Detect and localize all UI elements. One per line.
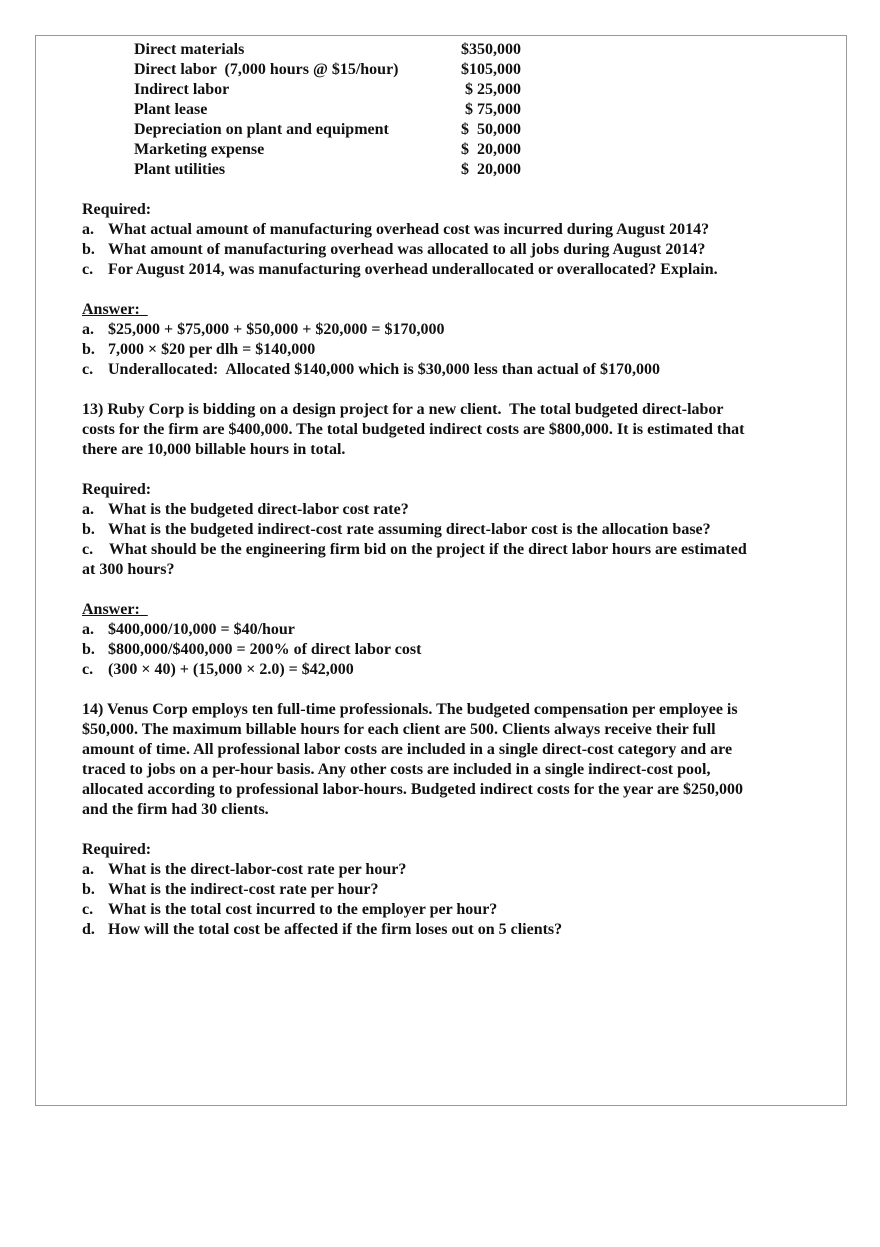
item-key: c. — [82, 661, 94, 678]
cost-amount: $ 50,000 — [461, 121, 521, 138]
question-text: 14) Venus Corp employs ten full-time professionals. The budgeted compensation per employee is — [82, 701, 738, 718]
required-item-text: at 300 hours? — [82, 561, 175, 578]
answer-item — [82, 360, 822, 380]
cost-row — [82, 160, 822, 180]
answer-heading: Answer: — [82, 601, 148, 618]
required-heading: Required: — [82, 841, 152, 858]
question-text: amount of time. All professional labor costs are included in a single direct-cost category and are — [82, 741, 733, 758]
cost-label: Marketing expense — [134, 141, 265, 158]
item-text: $800,000/$400,000 = 200% of direct labor cost — [108, 641, 422, 658]
cost-label: Plant utilities — [134, 161, 226, 178]
cost-label: Indirect labor — [134, 81, 230, 98]
item-key: c. — [82, 261, 94, 278]
item-key: a. — [82, 861, 94, 878]
item-key: b. — [82, 241, 95, 258]
cost-amount: $ 75,000 — [465, 101, 521, 118]
item-key: a. — [82, 221, 94, 238]
answer-item — [82, 660, 822, 680]
item-text: What amount of manufacturing overhead was allocated to all jobs during August 2014? — [108, 241, 706, 258]
required-item — [82, 860, 822, 880]
answer-heading: Answer: — [82, 301, 148, 318]
item-text: (300 × 40) + (15,000 × 2.0) = $42,000 — [108, 661, 354, 678]
cost-amount: $ 20,000 — [461, 161, 521, 178]
item-key: a. — [82, 621, 94, 638]
required-heading: Required: — [82, 201, 152, 218]
item-text: What is the budgeted indirect-cost rate assuming direct-labor cost is the allocation base? — [108, 521, 711, 538]
question-text: 13) Ruby Corp is bidding on a design project for a new client. The total budgeted direct-labor — [82, 401, 724, 418]
item-text: What is the total cost incurred to the employer per hour? — [108, 901, 498, 918]
item-key: c. — [82, 901, 94, 918]
cost-label: Plant lease — [134, 101, 208, 118]
item-key: b. — [82, 881, 95, 898]
required-item-text: c. What should be the engineering firm bid on the project if the direct labor hours are estimated — [82, 541, 747, 558]
item-text: Underallocated: Allocated $140,000 which is $30,000 less than actual of $170,000 — [108, 361, 660, 378]
cost-row — [82, 80, 822, 100]
required-item — [82, 260, 822, 280]
document-content — [82, 40, 822, 940]
answer-item — [82, 640, 822, 660]
cost-amount: $105,000 — [461, 61, 521, 78]
required-item — [82, 240, 822, 260]
cost-row — [82, 40, 822, 60]
answer-item — [82, 320, 822, 340]
cost-label: Direct materials — [134, 41, 245, 58]
required-item — [82, 500, 822, 520]
item-text: What is the direct-labor-cost rate per hour? — [108, 861, 407, 878]
item-key: d. — [82, 921, 95, 938]
item-text: For August 2014, was manufacturing overhead underallocated or overallocated? Explain. — [108, 261, 718, 278]
answer-item — [82, 620, 822, 640]
item-text: What actual amount of manufacturing overhead cost was incurred during August 2014? — [108, 221, 710, 238]
item-text: $25,000 + $75,000 + $50,000 + $20,000 = $170,000 — [108, 321, 445, 338]
item-key: b. — [82, 521, 95, 538]
item-text: What is the budgeted direct-labor cost rate? — [108, 501, 409, 518]
item-text: What is the indirect-cost rate per hour? — [108, 881, 379, 898]
answer-item — [82, 340, 822, 360]
question-text: and the firm had 30 clients. — [82, 801, 269, 818]
required-item — [82, 520, 822, 540]
cost-row — [82, 60, 822, 80]
item-text: How will the total cost be affected if the firm loses out on 5 clients? — [108, 921, 563, 938]
cost-table — [82, 40, 822, 180]
question-text: costs for the firm are $400,000. The total budgeted indirect costs are $800,000. It is estimated that — [82, 421, 745, 438]
cost-label: Depreciation on plant and equipment — [134, 121, 389, 138]
question-text: allocated according to professional labor-hours. Budgeted indirect costs for the year are $250,000 — [82, 781, 743, 798]
cost-amount: $ 25,000 — [465, 81, 521, 98]
required-heading: Required: — [82, 481, 152, 498]
required-item — [82, 900, 822, 920]
item-text: $400,000/10,000 = $40/hour — [108, 621, 295, 638]
question-text: $50,000. The maximum billable hours for each client are 500. Clients always receive their full — [82, 721, 716, 738]
cost-row — [82, 140, 822, 160]
cost-amount: $350,000 — [461, 41, 521, 58]
required-item — [82, 880, 822, 900]
cost-row — [82, 100, 822, 120]
item-key: a. — [82, 321, 94, 338]
item-text: 7,000 × $20 per dlh = $140,000 — [108, 341, 316, 358]
question-text: traced to jobs on a per-hour basis. Any other costs are included in a single indirect-cost pool, — [82, 761, 711, 778]
item-key: c. — [82, 361, 94, 378]
item-key: a. — [82, 501, 94, 518]
required-item — [82, 920, 822, 940]
cost-label: Direct labor (7,000 hours @ $15/hour) — [134, 61, 399, 78]
cost-row — [82, 120, 822, 140]
question-text: there are 10,000 billable hours in total. — [82, 441, 346, 458]
item-key: b. — [82, 341, 95, 358]
cost-amount: $ 20,000 — [461, 141, 521, 158]
item-key: b. — [82, 641, 95, 658]
required-item — [82, 220, 822, 240]
